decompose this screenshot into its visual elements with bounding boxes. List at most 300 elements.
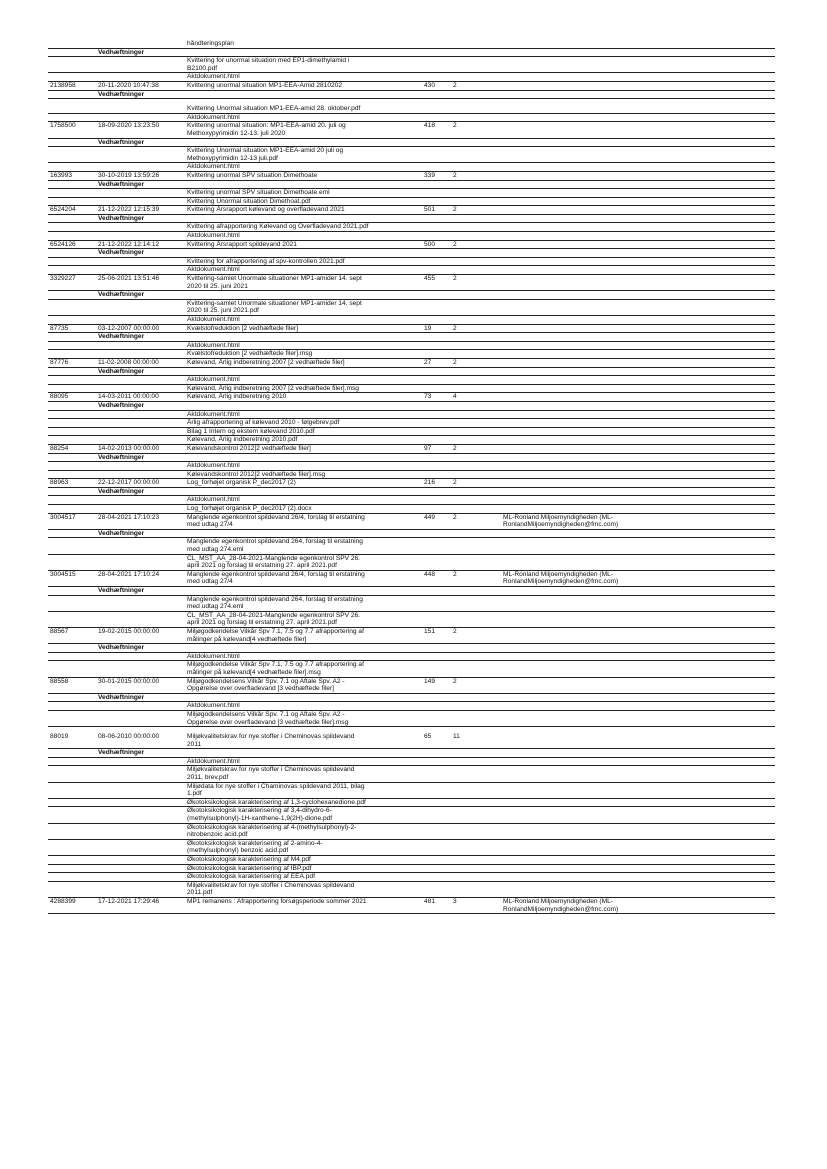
blank-cell — [48, 385, 98, 393]
attachment-row — [48, 653, 775, 662]
attachment-row — [48, 232, 775, 241]
attachment-row — [48, 258, 775, 267]
blank-cell — [98, 436, 187, 444]
record-attachment-count: 4 — [453, 393, 457, 401]
record-date: 11-02-2008 00:00:00 — [98, 358, 159, 366]
record-title: Miljøkvalitetskrav for nye stoffer i Cheminovas spildevand 2011 — [187, 733, 355, 748]
blank-cell — [48, 824, 98, 839]
attachments-header-row — [48, 91, 775, 100]
attachments-label: Vedhæftninger — [98, 333, 145, 341]
record-number: 481 — [424, 897, 436, 905]
record-id: 88019 — [50, 733, 69, 741]
attachment-row — [48, 436, 775, 445]
attachment-filename: Aktdokument.html — [187, 73, 240, 81]
blank-cell — [48, 865, 98, 873]
blank-cell — [98, 223, 187, 231]
attachment-row — [48, 350, 775, 359]
blank-cell — [98, 807, 187, 822]
attachment-row — [48, 496, 775, 505]
blank-cell — [48, 702, 98, 710]
blank-cell — [48, 368, 98, 376]
record-attachment-count: 2 — [453, 570, 457, 578]
record-row — [48, 122, 775, 138]
record-number: 27 — [424, 358, 432, 366]
record-row — [48, 275, 775, 291]
record-contact — [503, 479, 775, 487]
record-attachment-count: 2 — [453, 324, 457, 332]
attachments-header-row — [48, 644, 775, 653]
record-contact — [503, 445, 775, 453]
record-title: Kvittering unormal SPV situation Dimethoate — [187, 171, 318, 179]
attachment-filename: Aktdokument.html — [187, 113, 240, 121]
attachments-label: Vedhæftninger — [98, 529, 145, 537]
record-contact — [503, 206, 775, 214]
attachment-row — [48, 189, 775, 198]
attachment-row — [48, 266, 775, 275]
blank-cell — [48, 189, 98, 197]
blank-cell — [48, 505, 98, 513]
attachment-row — [48, 40, 775, 49]
blank-cell — [98, 661, 187, 676]
record-contact — [503, 325, 775, 333]
attachment-filename: Kvittering for afrapportering af spv-kontrollen 2021.pdf — [187, 257, 345, 265]
attachment-row — [48, 471, 775, 480]
record-contact: ML-Ronland Miljoemyndigheden (ML- RonlandMiljoemyndigheden@fmc.com) — [503, 570, 619, 586]
attachment-row — [48, 661, 775, 677]
attachment-filename: Kvælstofreduktion [2 vedhæftede filer].msg — [187, 350, 313, 358]
blank-cell — [48, 350, 98, 358]
attachment-row — [48, 342, 775, 351]
record-number: 65 — [424, 733, 432, 741]
record-contact — [503, 122, 775, 137]
record-date: 03-12-2007 00:00:00 — [98, 324, 160, 332]
blank-cell — [48, 73, 98, 81]
record-row — [48, 172, 775, 181]
record-date: 18-09-2020 13:23:50 — [98, 122, 160, 130]
blank-cell — [98, 350, 187, 358]
record-attachment-count: 2 — [453, 513, 457, 521]
attachment-filename: Kvittering-samlet Unormale situationer MP1-amider 14. sept 2020 til 25. juni 2021.pdf — [187, 299, 362, 315]
record-date: 22-12-2017 00:00:00 — [98, 479, 160, 487]
blank-cell — [98, 856, 187, 864]
blank-cell — [48, 882, 98, 897]
attachment-filename: Aktdokument.html — [187, 341, 240, 349]
blank-cell — [48, 49, 98, 57]
attachment-filename: Kvittering Unormal situation Dimethoat.pdf — [187, 197, 311, 205]
record-title: Kvittering Årsrapport kølevand og overfladevand 2021 — [187, 206, 345, 214]
attachment-row — [48, 147, 775, 163]
attachment-filename: Aktdokument.html — [187, 163, 240, 171]
record-number: 19 — [424, 324, 432, 332]
blank-cell — [48, 300, 98, 315]
record-date: 30-10-2019 13:59:26 — [98, 171, 160, 179]
record-contact — [503, 359, 775, 367]
blank-cell — [48, 411, 98, 419]
attachments-label: Vedhæftninger — [98, 90, 145, 98]
record-row — [48, 514, 775, 530]
blank-cell — [98, 555, 187, 570]
attachments-label: Vedhæftninger — [98, 249, 145, 257]
record-id: 3004517 — [50, 513, 76, 521]
blank-cell — [98, 105, 187, 113]
attachment-filename: Aktdokument.html — [187, 376, 240, 384]
attachment-filename: Økotoksikologisk karakterisering af 1,3-cyclohexanedione.pdf — [187, 798, 366, 806]
blank-cell — [48, 661, 98, 676]
attachment-filename: Aktdokument.html — [187, 266, 240, 274]
attachment-row — [48, 758, 775, 767]
blank-cell — [98, 198, 187, 206]
record-id: 88567 — [50, 627, 69, 635]
record-number: 73 — [424, 393, 432, 401]
record-attachment-count: 2 — [453, 677, 457, 685]
record-contact — [503, 172, 775, 180]
record-id: 3329227 — [50, 275, 76, 283]
attachment-filename: Økotoksikologisk karakterisering af 2-amino-4- (methylsulphonyl) benzoic acid.pdf — [187, 839, 323, 855]
record-id: 88558 — [50, 677, 69, 685]
attachment-filename: Aktdokument.html — [187, 496, 240, 504]
blank-cell — [48, 181, 98, 189]
attachments-label: Vedhæftninger — [98, 749, 145, 757]
blank-cell — [48, 538, 98, 553]
record-id: 87735 — [50, 324, 69, 332]
attachment-filename: Årlig afrapportering af kølevand 2010 - følgebrev.pdf — [187, 419, 340, 427]
attachment-row — [48, 555, 775, 571]
attachment-row — [48, 300, 775, 316]
record-date: 14-02-2013 00:00:00 — [98, 444, 160, 452]
blank-cell — [98, 258, 187, 266]
attachments-header-row — [48, 749, 775, 758]
record-title: Manglende egenkontrol spildevand 26/4, forslag til erstatning med udtag 27/4 — [187, 570, 365, 586]
attachment-filename: CL_MST_AA_28-04-2021-Manglende egenkontrol SPV 26. april 2021 og forslag til erstatning 27. april 2021.pdf — [187, 554, 361, 570]
blank-cell — [98, 266, 187, 274]
record-row — [48, 445, 775, 454]
blank-cell — [98, 766, 187, 781]
attachment-filename: Aktdokument.html — [187, 316, 240, 323]
blank-cell — [48, 711, 98, 726]
record-date: 25-06-2021 13:51:46 — [98, 275, 160, 283]
record-contact — [503, 628, 775, 643]
attachment-filename: Aktdokument.html — [187, 462, 240, 470]
attachments-header-row — [48, 139, 775, 148]
attachments-label: Vedhæftninger — [98, 401, 145, 409]
attachments-header-row — [48, 333, 775, 342]
record-attachment-count: 2 — [453, 122, 457, 130]
blank-cell — [48, 758, 98, 766]
attachment-row — [48, 505, 775, 514]
blank-cell — [48, 856, 98, 864]
blank-cell — [98, 316, 187, 324]
blank-cell — [48, 436, 98, 444]
attachment-row — [48, 419, 775, 428]
blank-cell — [98, 702, 187, 710]
blank-cell — [48, 653, 98, 661]
blank-cell — [48, 530, 98, 538]
blank-cell — [48, 114, 98, 122]
attachment-filename: Kvittering for unormal situation med EP1-dimethylamid i B2100.pdf — [187, 57, 350, 72]
attachment-filename: CL_MST_AA_28-04-2021-Manglende egenkontrol SPV 26. april 2021 og forslag til erstatning 27. april 2021.pdf — [187, 611, 361, 627]
blank-cell — [98, 653, 187, 661]
attachment-filename: Manglende egenkontrol spildevand 264, forslag til erstatning med udtag 274.eml — [187, 538, 363, 554]
record-date: 28-04-2021 17:10:24 — [98, 570, 160, 578]
attachment-row — [48, 840, 775, 856]
record-row — [48, 359, 775, 368]
record-contact — [503, 678, 775, 693]
attachment-row — [48, 766, 775, 782]
blank-cell — [98, 882, 187, 897]
record-id: 4288399 — [50, 897, 76, 905]
record-row — [48, 678, 775, 694]
record-title: MP1 remanens : Afrapportering forsøgsperiode sommer 2021 — [187, 897, 367, 905]
attachments-label: Vedhæftninger — [98, 180, 145, 188]
attachment-filename: Kvittering Unormal situation MP1-EEA-amid 28. oktober.pdf — [187, 105, 361, 113]
blank-cell — [98, 73, 187, 81]
record-id: 6524126 — [50, 240, 76, 248]
attachment-row — [48, 882, 775, 898]
record-title: Kølevand, Årlig indberetning 2010 — [187, 393, 287, 401]
blank-cell — [98, 865, 187, 873]
blank-cell — [98, 57, 187, 72]
record-date: 21-12-2022 12:15:39 — [98, 206, 160, 214]
attachment-filename: Økotoksikologisk karakterisering af IBP.pdf — [187, 864, 312, 872]
attachment-row — [48, 385, 775, 394]
record-contact — [503, 275, 775, 290]
attachments-label: Vedhæftninger — [98, 214, 145, 222]
attachment-row — [48, 612, 775, 628]
blank-cell — [48, 749, 98, 757]
attachments-header-row — [48, 530, 775, 539]
record-attachment-count: 2 — [453, 627, 457, 635]
blank-cell — [48, 105, 98, 113]
blank-cell — [98, 163, 187, 171]
record-number: 449 — [424, 513, 436, 521]
blank-cell — [48, 198, 98, 206]
attachments-header-row — [48, 181, 775, 190]
record-attachment-count: 2 — [453, 275, 457, 283]
record-row — [48, 628, 775, 644]
attachment-row — [48, 807, 775, 823]
record-row — [48, 898, 775, 914]
blank-cell — [48, 376, 98, 384]
blank-cell — [98, 428, 187, 436]
attachment-row — [48, 114, 775, 123]
attachment-filename: Aktdokument.html — [187, 232, 240, 240]
attachment-filename: Aktdokument.html — [187, 652, 240, 660]
record-number: 216 — [424, 479, 436, 487]
attachment-filename: Miljøgodkendelse Vilkår Spv 7.1, 7.5 og 7.7 afrapportering af målinger på kølevand[4 vedhæftede filer].msg — [187, 661, 364, 676]
record-row — [48, 325, 775, 334]
attachment-filename: Økotoksikologisk karakterisering af 4-(methylsulphonyl)-2- nitrobenzoic acid.pdf — [187, 823, 357, 839]
attachments-header-row — [48, 215, 775, 224]
record-title: Manglende egenkontrol spildevand 26/4, forslag til erstatning med udtag 27/4 — [187, 513, 365, 529]
attachments-header-row — [48, 368, 775, 377]
record-number: 455 — [424, 275, 436, 283]
blank-cell — [48, 163, 98, 171]
blank-cell — [98, 783, 187, 798]
record-title: Kølevandskontrol 2012[2 vedhæftede filer] — [187, 444, 311, 452]
attachment-row — [48, 856, 775, 865]
blank-cell — [98, 840, 187, 855]
blank-cell — [48, 258, 98, 266]
record-id: 88963 — [50, 479, 69, 487]
blank-cell — [48, 40, 98, 48]
blank-cell — [48, 266, 98, 274]
record-attachment-count: 2 — [453, 206, 457, 214]
record-title: Kvittering Årsrapport spildevand 2021 — [187, 240, 297, 248]
attachment-row — [48, 428, 775, 437]
record-contact — [503, 241, 775, 249]
attachment-filename: Miljødata for nye stoffer i Chaminovas spildevand 2011, bilag 1.pdf — [187, 782, 365, 798]
attachments-header-row — [48, 488, 775, 497]
blank-cell — [98, 873, 187, 881]
attachment-filename: Aktdokument.html — [187, 702, 240, 710]
attachment-filename: Økotoksikologisk karakterisering af EEA.pdf — [187, 873, 315, 881]
record-id: 88254 — [50, 444, 69, 452]
record-number: 149 — [424, 677, 436, 685]
attachment-row — [48, 198, 775, 207]
attachments-label: Vedhæftninger — [98, 48, 145, 56]
record-number: 448 — [424, 570, 436, 578]
attachment-row — [48, 873, 775, 882]
blank-cell — [98, 496, 187, 504]
attachments-label: Vedhæftninger — [98, 587, 145, 594]
record-date: 17-12-2021 17:29:46 — [98, 897, 160, 905]
attachment-row — [48, 57, 775, 73]
record-attachment-count: 3 — [453, 897, 457, 905]
attachments-label: Vedhæftninger — [98, 693, 145, 701]
blank-cell — [98, 232, 187, 240]
record-attachment-count: 2 — [453, 171, 457, 179]
blank-cell — [48, 555, 98, 570]
attachment-filename: Kølevandskontrol 2012[2 vedhæftede filer].msg — [187, 470, 326, 478]
blank-cell — [98, 40, 187, 48]
blank-cell — [98, 385, 187, 393]
record-contact — [503, 733, 775, 748]
attachment-filename: Økotoksikologisk karakterisering af M4.pdf — [187, 856, 311, 863]
attachment-filename: Aktdokument.html — [187, 757, 240, 765]
blank-cell — [48, 471, 98, 479]
record-title: Miljøgodkendelse Vilkår Spv 7.1, 7.5 og 7.7 afrapportering af målinger på kølevand[4 vedhæftede filer] — [187, 627, 364, 643]
record-contact — [503, 393, 775, 401]
attachments-header-row — [48, 249, 775, 258]
attachment-row — [48, 596, 775, 612]
attachment-row — [48, 462, 775, 471]
blank-cell — [98, 799, 187, 807]
record-date: 20-11-2020 10:47:38 — [98, 81, 159, 89]
blank-cell — [48, 249, 98, 257]
record-contact: ML-Ronland Miljoemyndigheden (ML- RonlandMiljoemyndigheden@fmc.com) — [503, 897, 619, 913]
record-row — [48, 393, 775, 402]
blank-cell — [48, 596, 98, 611]
blank-cell — [48, 57, 98, 72]
attachments-header-row — [48, 454, 775, 463]
record-attachment-count: 2 — [453, 358, 457, 366]
attachment-filename: Kølevand, Årlig indberetning 2010.pdf — [187, 436, 298, 444]
record-row — [48, 206, 775, 215]
record-number: 418 — [424, 122, 436, 130]
blank-cell — [48, 694, 98, 702]
attachments-label: Vedhæftninger — [98, 138, 145, 146]
blank-cell — [48, 644, 98, 652]
blank-cell — [48, 139, 98, 147]
record-number: 339 — [424, 171, 436, 179]
blank-cell — [48, 342, 98, 350]
attachment-filename: Bilag 1 Intern og ekstern kølevand 2010.pdf — [187, 427, 315, 435]
record-title: Kvittering unormal situation MP1-EEA-Amid 2810202 — [187, 81, 343, 89]
blank-cell — [98, 471, 187, 479]
blank-cell — [48, 232, 98, 240]
blank-cell — [48, 783, 98, 798]
attachment-row — [48, 824, 775, 840]
attachment-row — [48, 865, 775, 874]
blank-cell — [48, 333, 98, 341]
blank-cell — [48, 147, 98, 162]
attachment-row — [48, 316, 775, 325]
blank-cell — [98, 758, 187, 766]
attachment-row — [48, 376, 775, 385]
blank-cell — [48, 766, 98, 781]
record-id: 163993 — [50, 171, 73, 179]
blank-cell — [98, 419, 187, 427]
blank-cell — [48, 840, 98, 855]
attachment-filename: Kvittering afrapportering Kølevand og Overfladevand 2021.pdf — [187, 223, 369, 231]
attachment-filename: håndteringsplan — [187, 40, 234, 47]
attachment-row — [48, 73, 775, 82]
record-date: 08-06-2010 00:00:00 — [98, 733, 160, 741]
attachment-filename: Manglende egenkontrol spildevand 264, forslag til erstatning med udtag 274.eml — [187, 595, 363, 611]
attachments-header-row — [48, 587, 775, 596]
blank-cell — [98, 376, 187, 384]
blank-cell — [98, 462, 187, 470]
attachment-filename: Aktdokument.html — [187, 410, 240, 418]
attachments-label: Vedhæftninger — [98, 367, 145, 375]
attachment-row — [48, 702, 775, 711]
attachment-row — [48, 163, 775, 172]
blank-cell — [48, 316, 98, 324]
blank-cell — [98, 342, 187, 350]
blank-cell — [48, 807, 98, 822]
blank-cell — [98, 711, 187, 726]
blank-cell — [48, 799, 98, 807]
attachments-label: Vedhæftninger — [98, 644, 145, 652]
record-title: Miljøgodkendelsens Vilkår Spv. 7.1 og Aftale Spv. A2 - Opgørelse over overfladevand [3 vedhæftede filer] — [187, 677, 345, 693]
blank-cell — [48, 215, 98, 223]
blank-cell — [98, 596, 187, 611]
blank-cell — [98, 114, 187, 122]
attachments-header-row — [48, 49, 775, 58]
attachment-row — [48, 411, 775, 420]
record-date: 14-03-2011 00:00:00 — [98, 393, 159, 401]
record-number: 500 — [424, 240, 436, 248]
record-date: 30-01-2015 00:00:00 — [98, 677, 160, 685]
record-id: 87776 — [50, 358, 69, 366]
attachment-filename: Kølevand, Årlig indberetning 2007 [2 vedhæftede filer].msg — [187, 384, 359, 392]
blank-cell — [98, 189, 187, 197]
record-title: Kølevand, Årlig indberetning 2007 [2 vedhæftede filer] — [187, 358, 345, 366]
document-table — [48, 40, 775, 914]
blank-cell — [48, 402, 98, 410]
record-title: Log_forhøjet organisk P_dec2017 (2) — [187, 479, 296, 487]
blank-cell — [48, 488, 98, 496]
record-title: Kvittering-samlet Unormale situationer MP1-amider 14. sept 2020 til 25. juni 2021 — [187, 275, 362, 290]
record-row — [48, 733, 775, 749]
blank-cell — [98, 612, 187, 627]
record-number: 97 — [424, 444, 432, 452]
attachments-label: Vedhæftninger — [98, 291, 145, 299]
attachment-filename: Log_forhøjet organisk P_dec2017 (2).docx — [187, 505, 312, 513]
blank-cell — [98, 147, 187, 162]
attachment-row — [48, 799, 775, 808]
record-attachment-count: 2 — [453, 81, 457, 89]
